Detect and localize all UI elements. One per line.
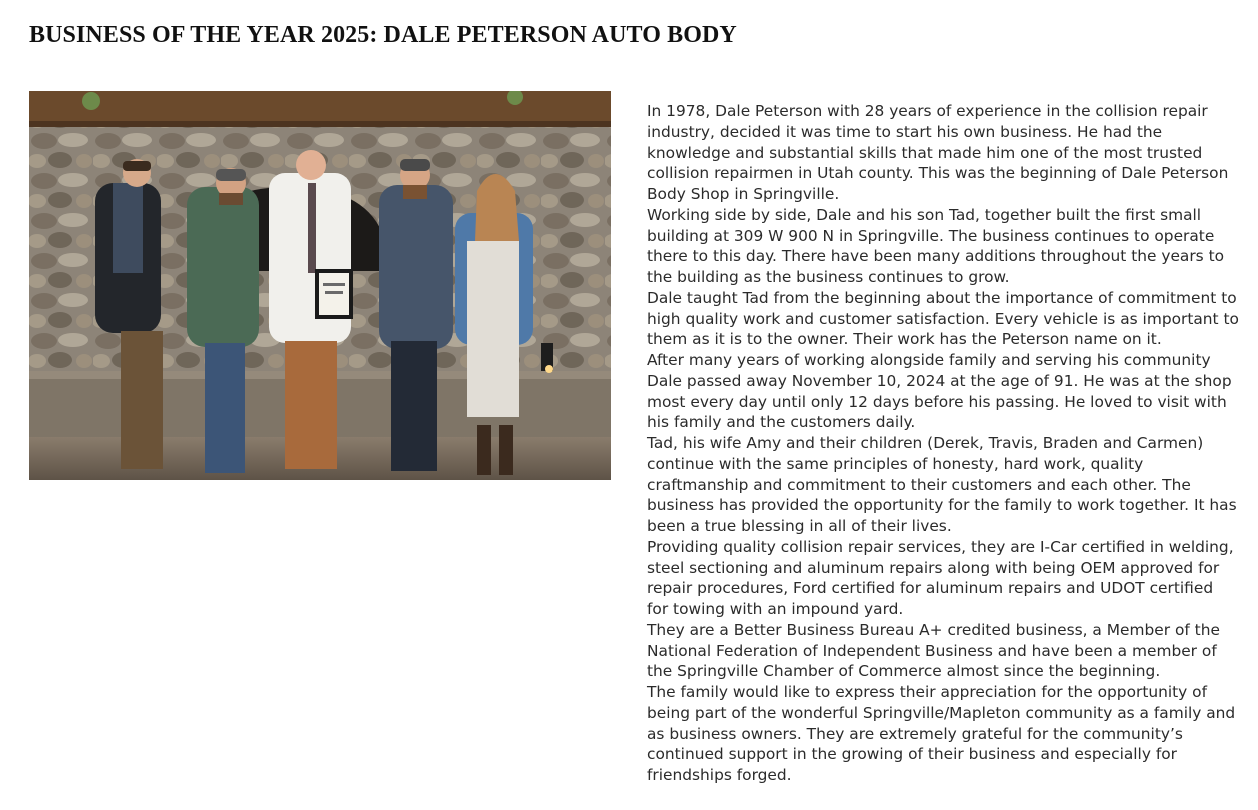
article-paragraph: Providing quality collision repair services, they are I-Car certified in welding, steel sectioning and aluminum repairs along with being OEM approved for repair procedures, Ford certified for aluminum repairs and UDOT certified for towing with an impound yard. (647, 537, 1234, 618)
page-title: BUSINESS OF THE YEAR 2025: DALE PETERSON AUTO BODY (29, 22, 737, 48)
article-paragraph: In 1978, Dale Peterson with 28 years of experience in the collision repair industry, decided it was time to start his own business. He had the knowledge and substantial skills that made him one of the most trusted collision repairmen in Utah county. This was the beginning of Dale Peterson Body Shop in Springville. (647, 102, 1229, 203)
article-paragraph: After many years of working alongside family and serving his community Dale passed away November 10, 2024 at the age of 91. He was at the shop most every day until only 12 days before his passing. He loved to visit with his family and the customers daily. (647, 351, 1232, 432)
article-paragraph: Tad, his wife Amy and their children (Derek, Travis, Braden and Carmen) continue with the same principles of honesty, hard work, quality craftmanship and commitment to their customers and each other. The business has provided the opportunity for the family to work together. It has been a true blessing in all of their lives. (647, 434, 1237, 535)
article-paragraph: Working side by side, Dale and his son Tad, together built the first small building at 309 W 900 N in Springville. The business continues to operate there to this day. There have been many additions throughout the years to the building as the business continues to grow. (647, 205, 1225, 286)
article-body (647, 101, 1239, 786)
article-paragraph: The family would like to express their appreciation for the opportunity of being part of the wonderful Springville/Mapleton community as a family and as business owners. They are extremely grateful for the community’s continued support in the growing of their business and especially for friendships forged. (647, 683, 1236, 784)
award-photo (29, 91, 611, 480)
article-paragraph: Dale taught Tad from the beginning about the importance of commitment to high quality work and customer satisfaction. Every vehicle is as important to them as it is to the owner. Their work has the Peterson name on it. (647, 288, 1239, 349)
article-paragraph: They are a Better Business Bureau A+ credited business, a Member of the National Federation of Independent Business and have been a member of the Springville Chamber of Commerce almost since the beginning. (647, 620, 1220, 681)
